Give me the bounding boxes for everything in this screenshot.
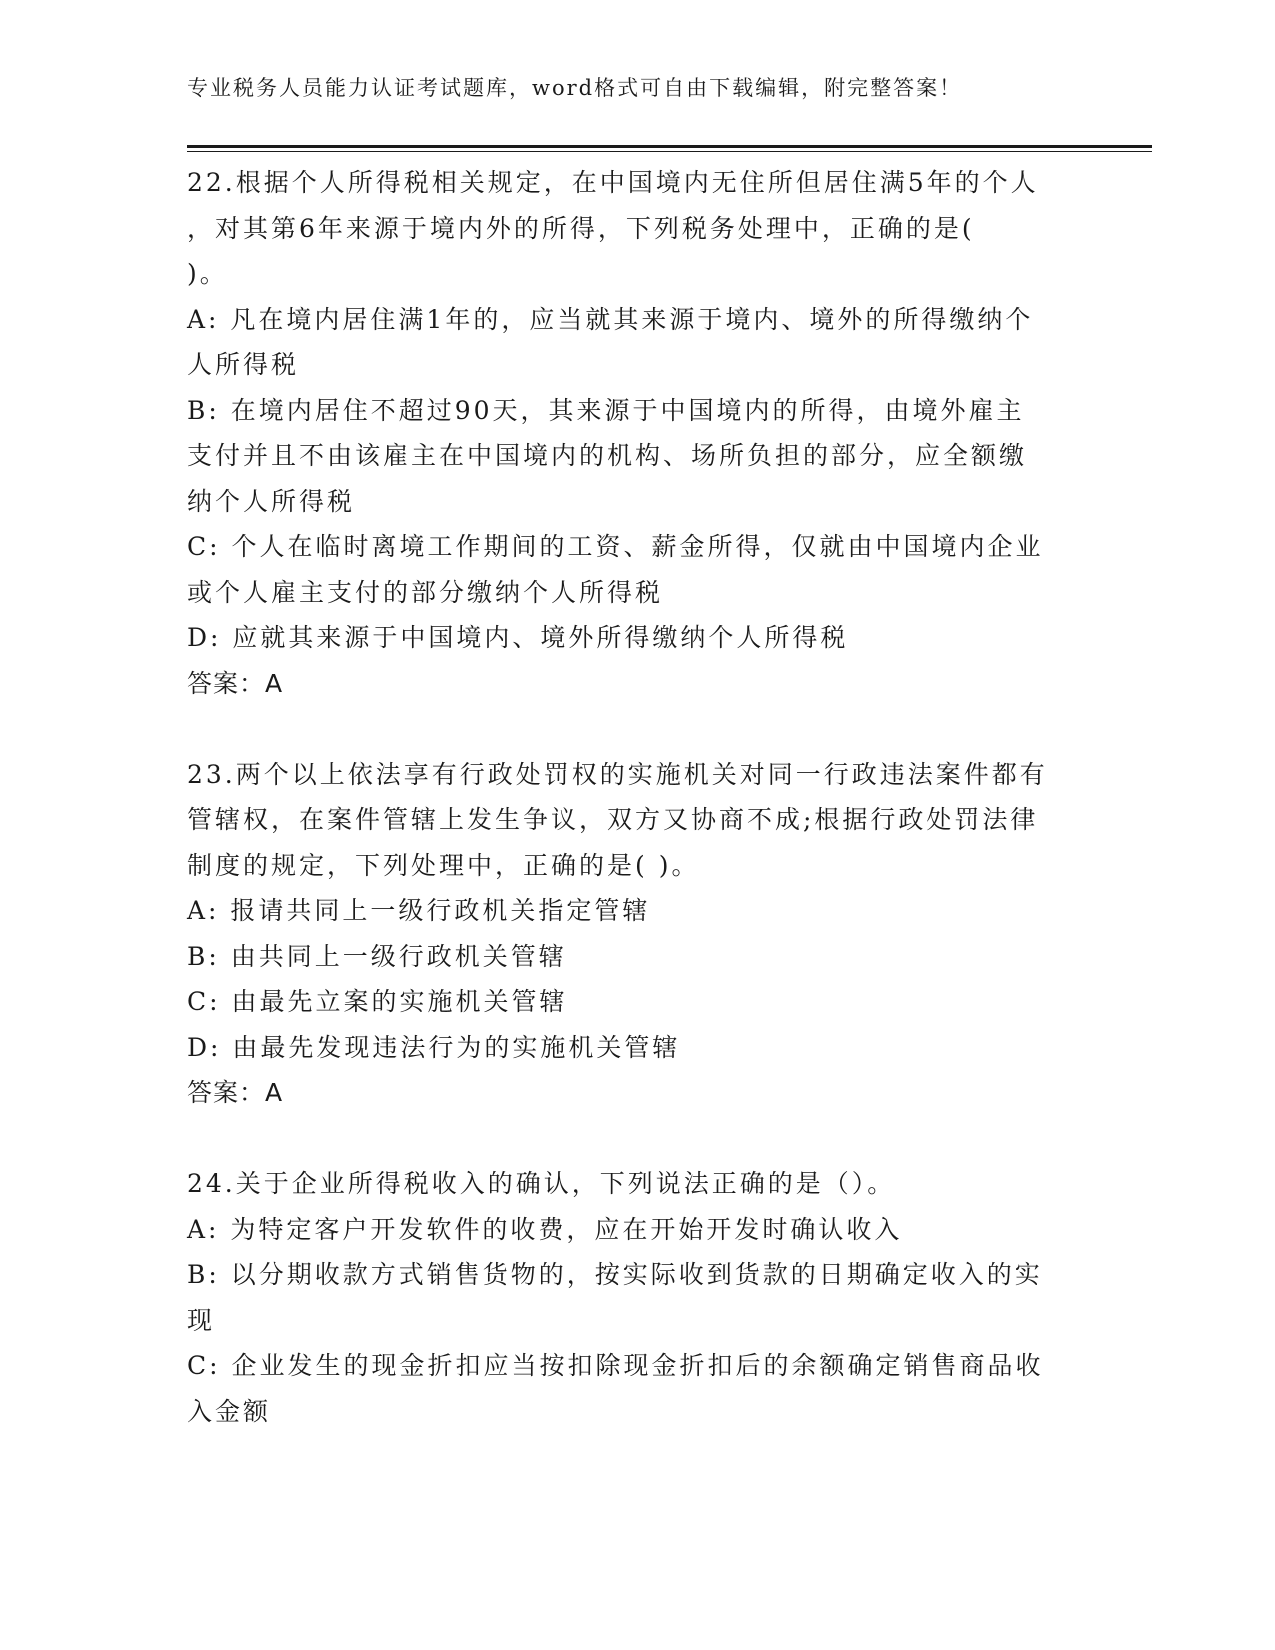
header-rule-thin [187, 151, 1152, 152]
option-b-line: 支付并且不由该雇主在中国境内的机构、场所负担的部分，应全额缴 [187, 441, 1028, 470]
option-c-line: 或个人雇主支付的部分缴纳个人所得税 [187, 577, 664, 607]
question-24 [187, 1161, 1077, 1434]
option-b-line: B: 在境内居住不超过90天，其来源于中国境内的所得，由境外雇主 [187, 395, 1025, 425]
header-rule-thick [187, 145, 1152, 148]
question-spacer [187, 1116, 1077, 1162]
questions-content [187, 160, 1077, 1434]
question-line: 制度的规定，下列处理中，正确的是( )。 [187, 850, 700, 880]
option-c-line: C: 由最先立案的实施机关管辖 [187, 987, 568, 1016]
option-b-line: 纳个人所得税 [187, 486, 356, 516]
option-a-line: A: 凡在境内居住满1年的，应当就其来源于境内、境外的所得缴纳个 [187, 304, 1034, 334]
option-b-line: 现 [187, 1305, 216, 1335]
option-c-line: 入金额 [187, 1396, 272, 1426]
option-a-line: 人所得税 [187, 350, 300, 379]
page-header: 专业税务人员能力认证考试题库，word格式可自由下载编辑，附完整答案！ [187, 76, 963, 100]
question-line: 23.两个以上依法享有行政处罚权的实施机关对同一行政违法案件都有 [187, 759, 1048, 789]
question-line: 24.关于企业所得税收入的确认，下列说法正确的是（）。 [187, 1169, 896, 1198]
question-line: ，对其第6年来源于境内外的所得，下列税务处理中，正确的是( [187, 213, 975, 243]
question-22 [187, 160, 1077, 706]
question-spacer [187, 706, 1077, 752]
question-line: )。 [187, 259, 228, 288]
question-line: 管辖权，在案件管辖上发生争议，双方又协商不成;根据行政处罚法律 [187, 805, 1039, 834]
answer-line: 答案：A [187, 668, 284, 698]
option-d-line: D: 应就其来源于中国境内、境外所得缴纳个人所得税 [187, 623, 849, 652]
option-c-line: C: 个人在临时离境工作期间的工资、薪金所得，仅就由中国境内企业 [187, 532, 1044, 561]
answer-line: 答案：A [187, 1078, 284, 1107]
option-a-line: A: 为特定客户开发软件的收费，应在开始开发时确认收入 [187, 1214, 903, 1244]
option-b-line: B: 以分期收款方式销售货物的，按实际收到货款的日期确定收入的实 [187, 1260, 1043, 1289]
option-c-line: C: 企业发生的现金折扣应当按扣除现金折扣后的余额确定销售商品收 [187, 1351, 1044, 1380]
option-d-line: D: 由最先发现违法行为的实施机关管辖 [187, 1032, 681, 1062]
question-23 [187, 752, 1077, 1116]
option-b-line: B: 由共同上一级行政机关管辖 [187, 941, 567, 971]
option-a-line: A: 报请共同上一级行政机关指定管辖 [187, 896, 651, 925]
question-line: 22.根据个人所得税相关规定，在中国境内无住所但居住满5年的个人 [187, 168, 1039, 197]
